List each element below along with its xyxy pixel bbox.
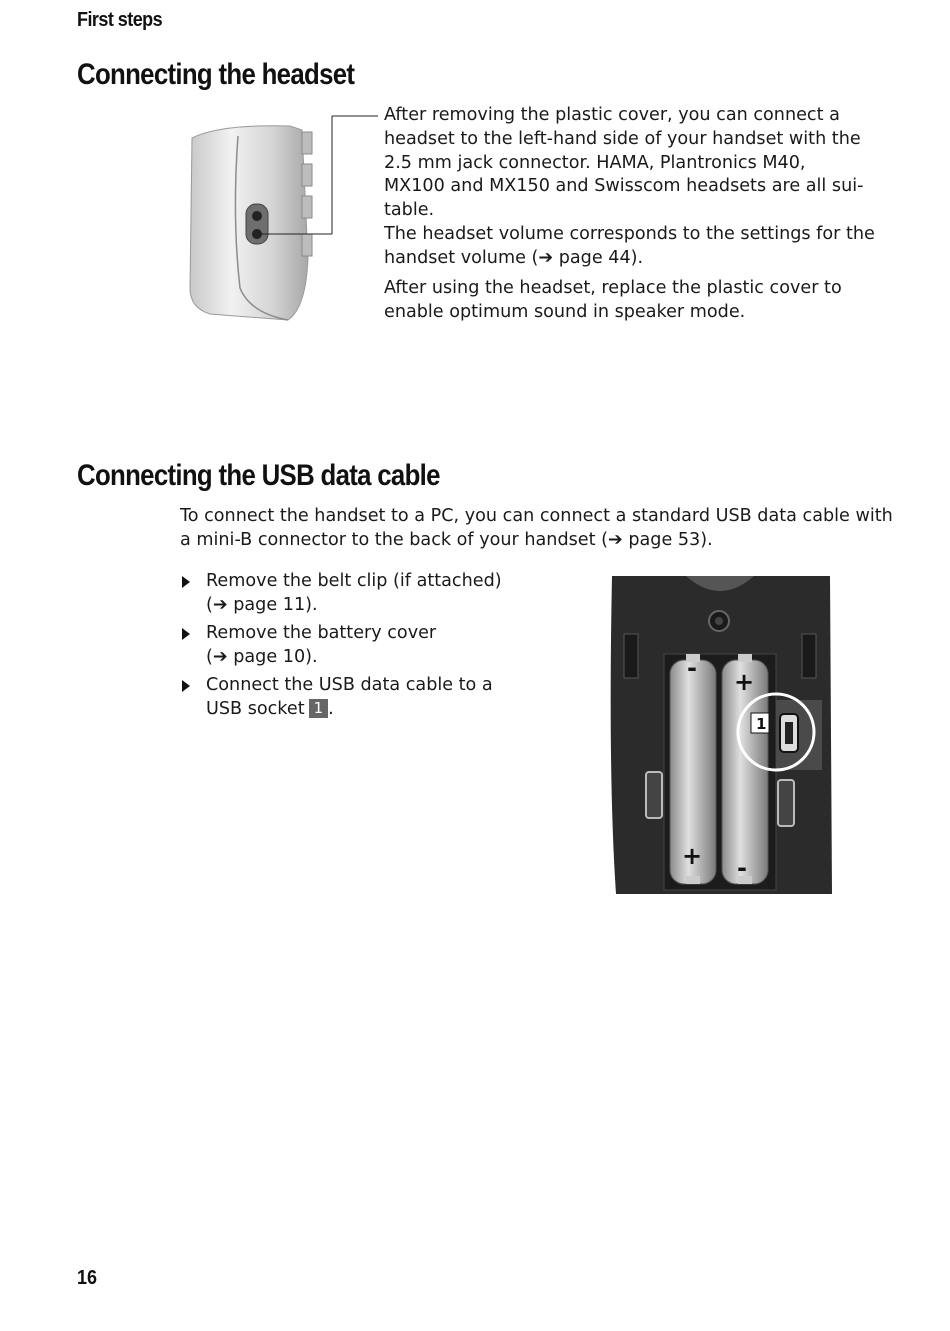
usb-section-title: Connecting the USB data cable [77,459,440,492]
headset-jack-socket [252,211,262,221]
arrow-icon: ➔ [607,529,623,550]
usb-socket-label: 1 [309,699,329,718]
page-ref-link[interactable]: page 10). [233,646,318,667]
running-header: First steps [77,9,163,31]
battery-terminal [738,654,752,662]
handset-side-illustration [180,108,380,328]
page-ref-link[interactable]: page 53). [628,529,713,550]
battery-left-minus: - [687,654,697,682]
usb-steps-list [180,570,520,726]
triangle-bullet-icon [182,628,190,640]
contact-left [646,772,662,818]
arrow-icon: ➔ [212,646,228,667]
side-slot-right [802,634,816,678]
headset-after-use-paragraph: After using the headset, replace the plastic cover to enable optimum sound in speaker mode. [384,278,842,322]
list-item: Remove the belt clip (if attached) (➔ page 11). [180,570,520,618]
callout-number: 1 [756,715,767,733]
page-number: 16 [77,1267,98,1289]
arrow-icon: ➔ [212,594,228,615]
battery-right-minus: - [737,854,747,882]
battery-terminal [686,876,700,884]
list-item: Remove the battery cover (➔ page 10). [180,622,520,670]
usb-socket-inner [785,722,793,744]
triangle-bullet-icon [182,680,190,692]
arrow-icon: ➔ [538,247,554,268]
handset-back-illustration [606,576,834,894]
battery-left-plus: + [682,842,703,870]
page-ref-link[interactable]: page 11). [233,594,318,615]
headset-paragraph: After removing the plastic cover, you can connect a headset to the left-hand side of your handset with the 2.5 mm jack connector. HAMA, Plantronics M40, MX100 and MX150 and Swisscom headsets are all sui- table. The headset volume corresponds to the settings for the handset volume (➔ page 44). [384,105,875,268]
side-slot-left [624,634,638,678]
headset-section-title: Connecting the headset [77,58,355,91]
screw-center [715,617,723,625]
triangle-bullet-icon [182,576,190,588]
list-item: Connect the USB data cable to a USB socket 1 . [180,674,520,722]
contact-right [778,780,794,826]
usb-intro-paragraph: To connect the handset to a PC, you can connect a standard USB data cable with a mini-B connector to the back of your handset (➔ page 53). [180,506,893,550]
page-ref-link[interactable]: page 44). [558,247,644,268]
battery-right-plus: + [734,668,755,696]
